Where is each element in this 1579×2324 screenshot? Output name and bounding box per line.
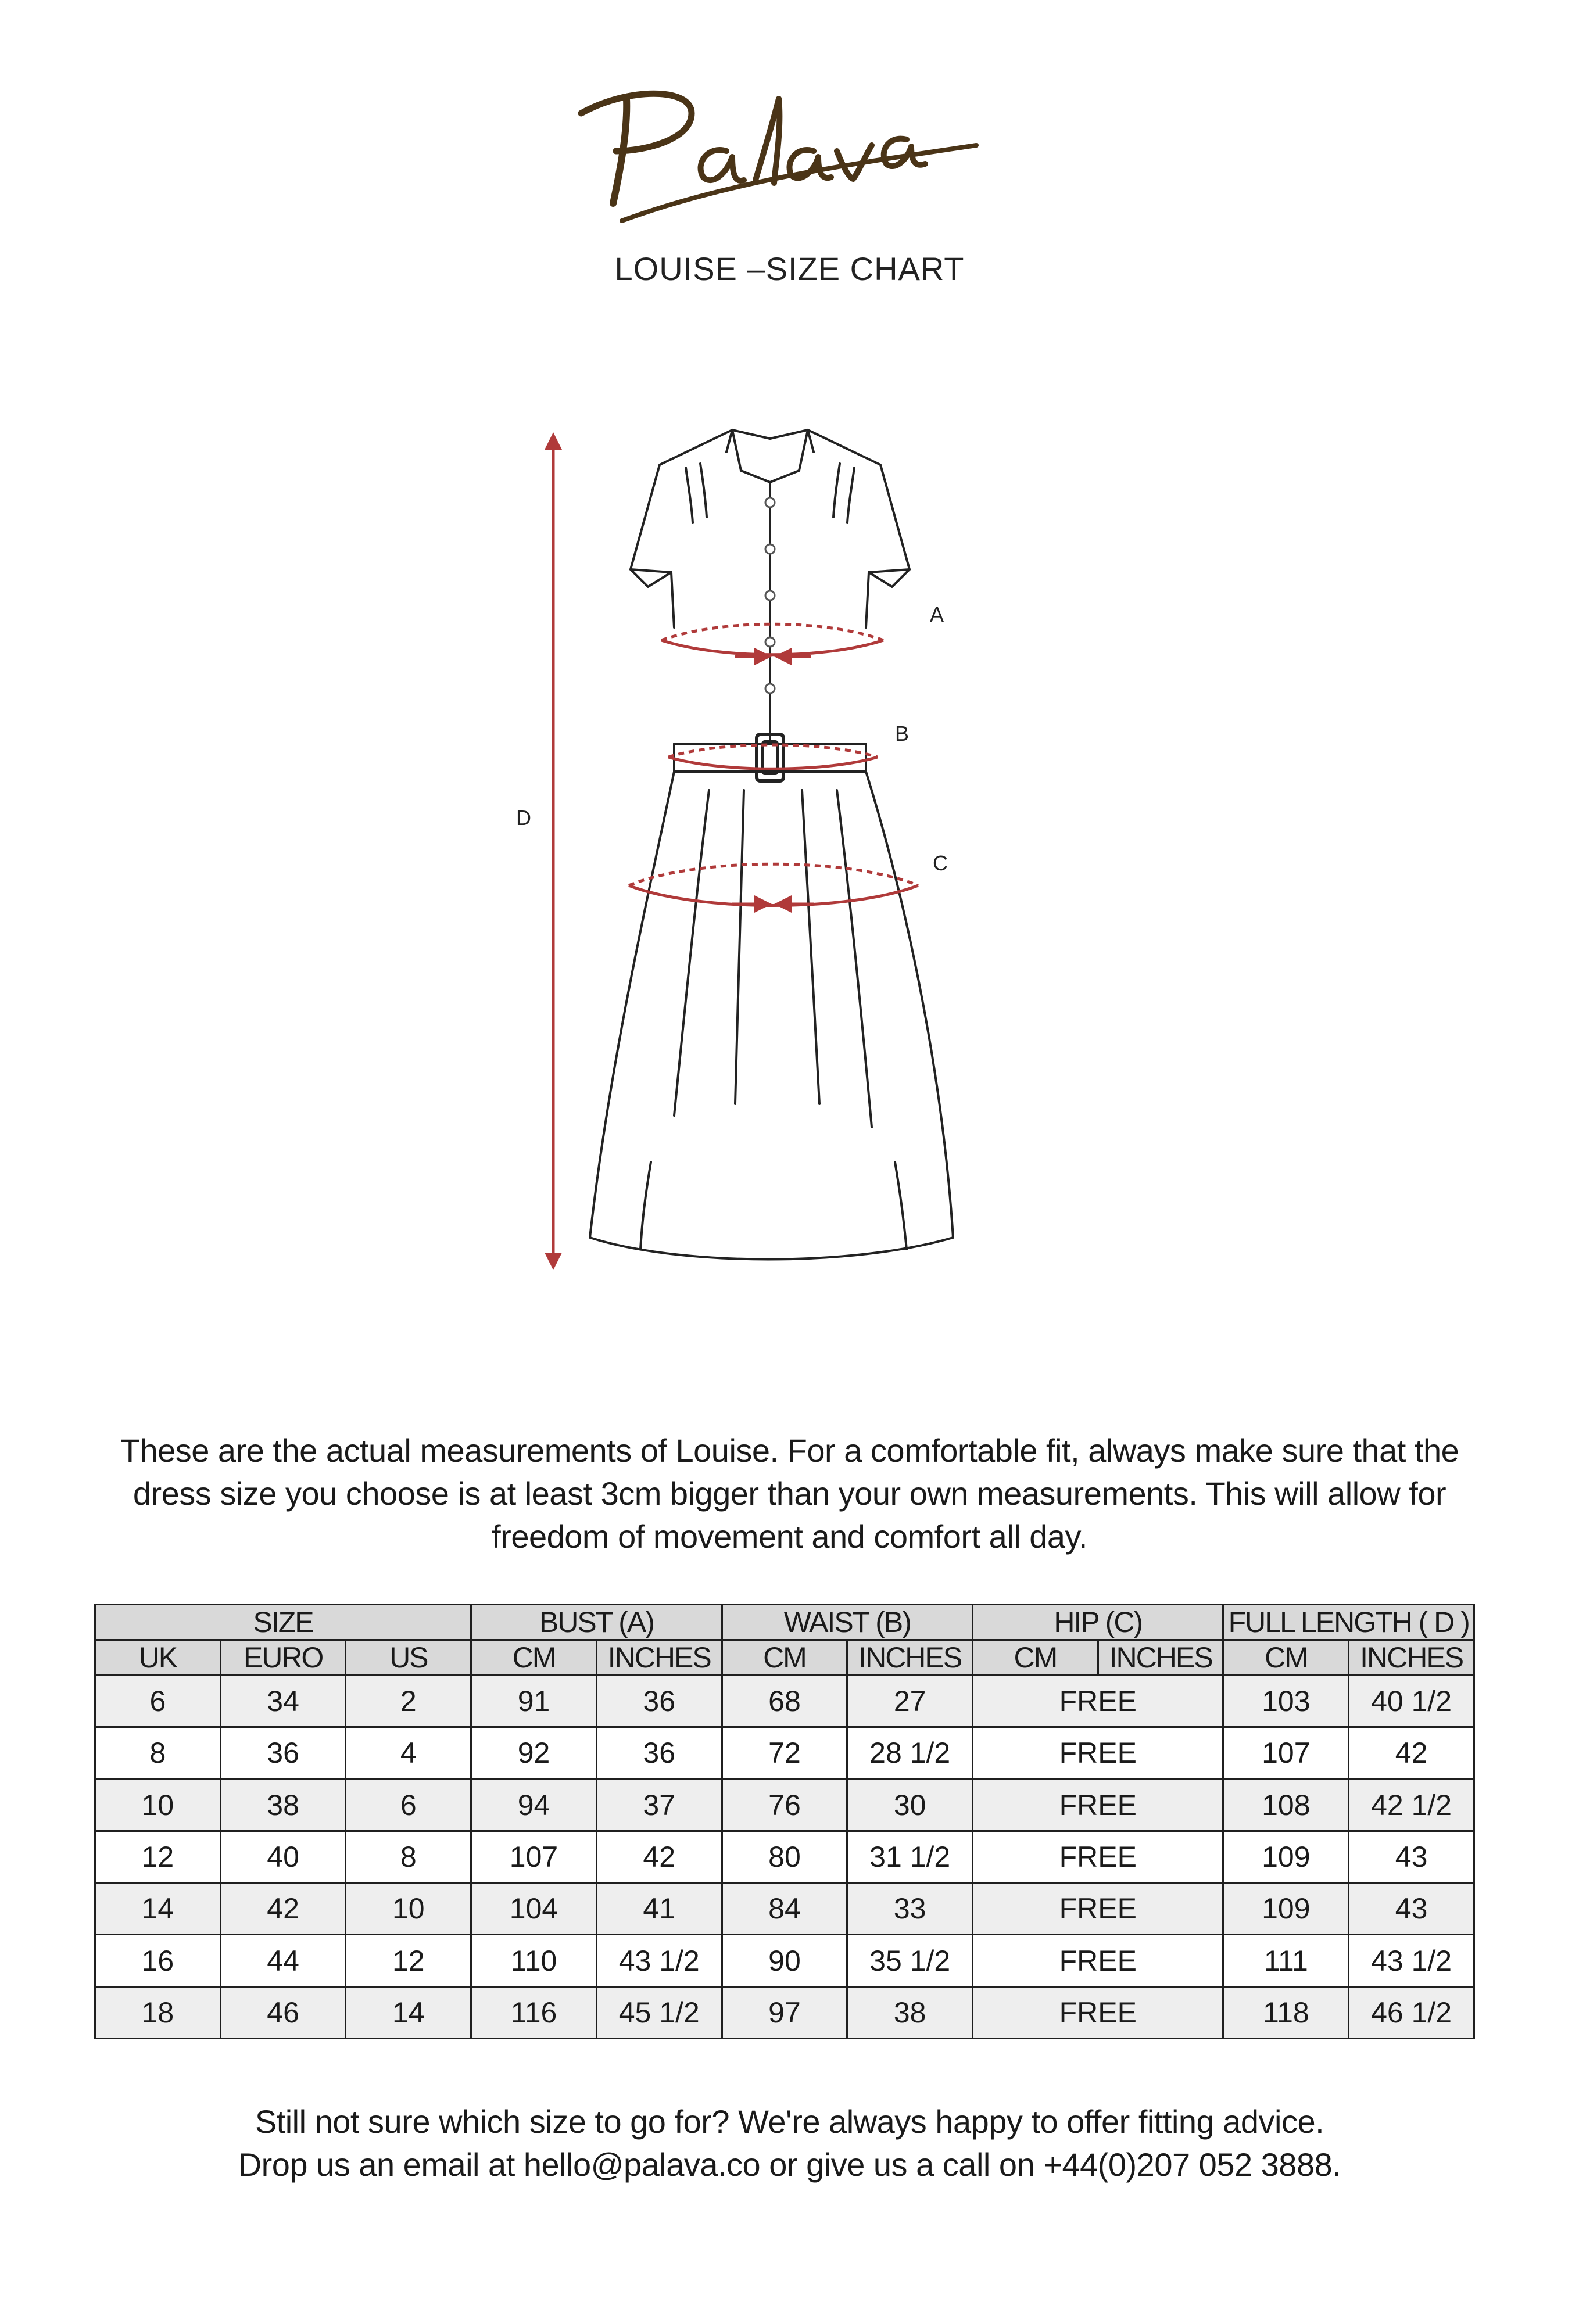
cell-waist-cm: 68 — [722, 1676, 847, 1727]
cell-waist-inches: 31 1/2 — [847, 1831, 973, 1882]
table-sub-header-row — [95, 1640, 1474, 1676]
cell-hip: FREE — [973, 1883, 1223, 1935]
table-row — [95, 1986, 1474, 2038]
cell-euro: 40 — [220, 1831, 346, 1882]
cell-bust-inches: 36 — [596, 1727, 722, 1779]
cell-bust-cm: 94 — [471, 1779, 597, 1831]
cell-length-cm: 109 — [1223, 1883, 1349, 1935]
header-hip: HIP (C) — [973, 1605, 1223, 1640]
cell-hip: FREE — [973, 1727, 1223, 1779]
cell-euro: 46 — [220, 1986, 346, 2038]
cell-euro: 34 — [220, 1676, 346, 1727]
cell-length-cm: 103 — [1223, 1676, 1349, 1727]
cell-length-inches: 43 — [1349, 1831, 1474, 1882]
cell-us: 10 — [346, 1883, 471, 1935]
cell-waist-cm: 84 — [722, 1883, 847, 1935]
cell-length-cm: 111 — [1223, 1935, 1349, 1986]
cell-uk: 8 — [95, 1727, 221, 1779]
brand-logo-text — [558, 64, 1000, 250]
cell-euro: 38 — [220, 1779, 346, 1831]
table-row — [95, 1831, 1474, 1882]
cell-bust-cm: 110 — [471, 1935, 597, 1986]
brand-logo — [558, 64, 1000, 250]
cell-length-cm: 109 — [1223, 1831, 1349, 1882]
cell-waist-cm: 97 — [722, 1986, 847, 2038]
sub-header-hip-cm: CM — [973, 1640, 1098, 1676]
dress-illustration-icon — [477, 418, 1058, 1313]
sub-header-waist-cm: CM — [722, 1640, 847, 1676]
cell-length-inches: 46 1/2 — [1349, 1986, 1474, 2038]
cell-uk: 16 — [95, 1935, 221, 1986]
cell-uk: 10 — [95, 1779, 221, 1831]
cell-waist-inches: 33 — [847, 1883, 973, 1935]
intro-line: freedom of movement and comfort all day. — [492, 1518, 1087, 1555]
cell-waist-cm: 90 — [722, 1935, 847, 1986]
cell-us: 2 — [346, 1676, 471, 1727]
hip-label: C — [933, 851, 948, 875]
cell-hip: FREE — [973, 1779, 1223, 1831]
intro-line: dress size you choose is at least 3cm bigger than your own measurements. This will allow for — [133, 1475, 1446, 1512]
cell-waist-inches: 28 1/2 — [847, 1727, 973, 1779]
cell-hip: FREE — [973, 1986, 1223, 2038]
cell-length-inches: 43 1/2 — [1349, 1935, 1474, 1986]
sub-header-uk: UK — [95, 1640, 221, 1676]
cell-us: 6 — [346, 1779, 471, 1831]
sub-header-us: US — [346, 1640, 471, 1676]
footer-line: Drop us an email at hello@palava.co or give us a call on +44(0)207 052 3888. — [238, 2146, 1341, 2183]
footer-line: Still not sure which size to go for? We're always happy to offer fitting advice. — [255, 2103, 1324, 2140]
cell-hip: FREE — [973, 1676, 1223, 1727]
page-title: LOUISE –SIZE CHART — [614, 250, 965, 287]
intro-line: These are the actual measurements of Louise. For a comfortable fit, always make sure that the — [120, 1432, 1459, 1469]
cell-length-inches: 40 1/2 — [1349, 1676, 1474, 1727]
cell-euro: 42 — [220, 1883, 346, 1935]
cell-euro: 44 — [220, 1935, 346, 1986]
header-waist: WAIST (B) — [722, 1605, 972, 1640]
cell-bust-inches: 42 — [596, 1831, 722, 1882]
cell-waist-cm: 80 — [722, 1831, 847, 1882]
header-full-length: FULL LENGTH ( D ) — [1223, 1605, 1474, 1640]
header-bust: BUST (A) — [471, 1605, 722, 1640]
table-row — [95, 1779, 1474, 1831]
sub-header-hip-inches: INCHES — [1098, 1640, 1223, 1676]
cell-bust-cm: 116 — [471, 1986, 597, 2038]
cell-bust-inches: 41 — [596, 1883, 722, 1935]
cell-waist-inches: 35 1/2 — [847, 1935, 973, 1986]
cell-length-cm: 118 — [1223, 1986, 1349, 2038]
cell-uk: 18 — [95, 1986, 221, 2038]
waist-label: B — [895, 722, 910, 745]
table-row — [95, 1727, 1474, 1779]
cell-waist-inches: 30 — [847, 1779, 973, 1831]
sub-header-euro: EURO — [220, 1640, 346, 1676]
bust-label: A — [930, 602, 944, 626]
cell-length-cm: 108 — [1223, 1779, 1349, 1831]
cell-waist-inches: 38 — [847, 1986, 973, 2038]
table-group-header-row — [95, 1605, 1474, 1640]
cell-bust-inches: 37 — [596, 1779, 722, 1831]
table-row — [95, 1883, 1474, 1935]
sub-header-bust-inches: INCHES — [596, 1640, 722, 1676]
footer-contact — [99, 2100, 1480, 2186]
cell-length-inches: 42 — [1349, 1727, 1474, 1779]
cell-uk: 14 — [95, 1883, 221, 1935]
intro-text — [99, 1429, 1480, 1558]
cell-bust-inches: 36 — [596, 1676, 722, 1727]
cell-euro: 36 — [220, 1727, 346, 1779]
sub-header-length-cm: CM — [1223, 1640, 1349, 1676]
cell-bust-cm: 107 — [471, 1831, 597, 1882]
cell-bust-cm: 91 — [471, 1676, 597, 1727]
cell-bust-cm: 92 — [471, 1727, 597, 1779]
cell-uk: 12 — [95, 1831, 221, 1882]
size-table — [94, 1604, 1475, 2039]
table-row — [95, 1676, 1474, 1727]
table-row — [95, 1935, 1474, 1986]
sub-header-length-inches: INCHES — [1349, 1640, 1474, 1676]
cell-bust-inches: 43 1/2 — [596, 1935, 722, 1986]
cell-waist-cm: 76 — [722, 1779, 847, 1831]
sub-header-waist-inches: INCHES — [847, 1640, 973, 1676]
cell-length-inches: 43 — [1349, 1883, 1474, 1935]
length-label: D — [516, 806, 531, 830]
sub-header-bust-cm: CM — [471, 1640, 597, 1676]
cell-bust-inches: 45 1/2 — [596, 1986, 722, 2038]
cell-us: 4 — [346, 1727, 471, 1779]
dress-diagram — [477, 418, 1058, 1313]
cell-length-cm: 107 — [1223, 1727, 1349, 1779]
header-size: SIZE — [95, 1605, 471, 1640]
cell-waist-cm: 72 — [722, 1727, 847, 1779]
cell-waist-inches: 27 — [847, 1676, 973, 1727]
cell-us: 12 — [346, 1935, 471, 1986]
cell-us: 14 — [346, 1986, 471, 2038]
cell-hip: FREE — [973, 1831, 1223, 1882]
cell-uk: 6 — [95, 1676, 221, 1727]
cell-us: 8 — [346, 1831, 471, 1882]
cell-hip: FREE — [973, 1935, 1223, 1986]
cell-bust-cm: 104 — [471, 1883, 597, 1935]
cell-length-inches: 42 1/2 — [1349, 1779, 1474, 1831]
